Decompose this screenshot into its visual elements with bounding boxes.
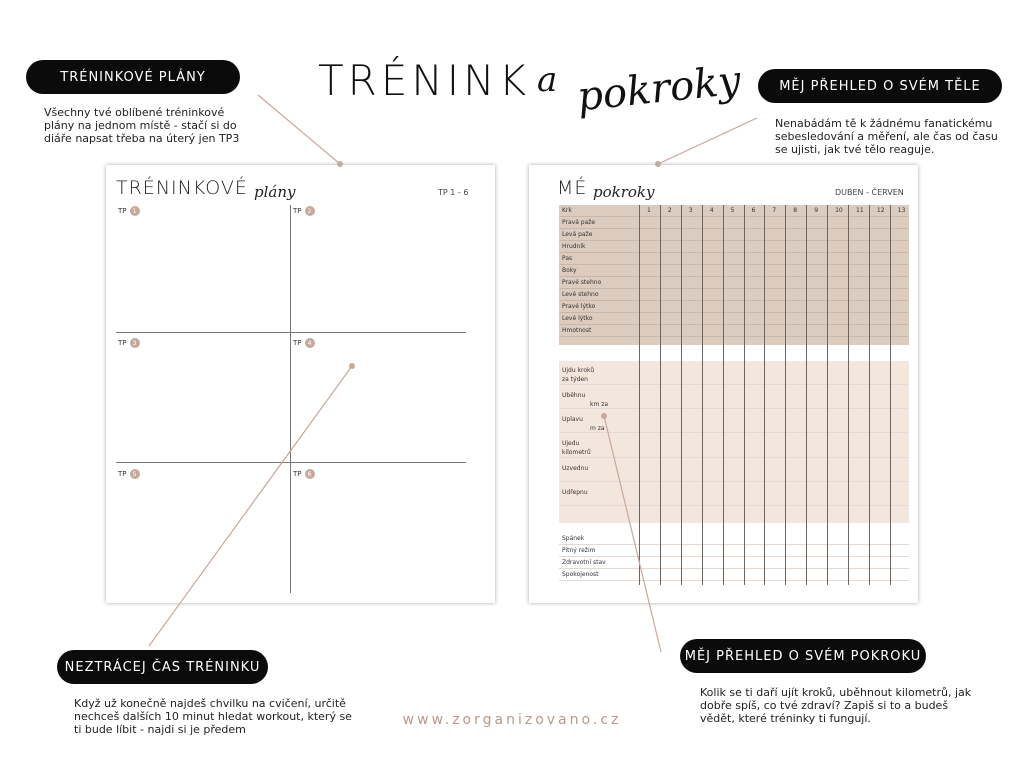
tracking-column-number: 7	[772, 207, 777, 214]
time-pill: NEZTRÁCEJ ČAS TRÉNINKU	[57, 650, 268, 684]
leader-plans	[258, 95, 340, 164]
measurement-label: Pas	[562, 255, 573, 262]
plan-slot-badge: 4	[305, 338, 315, 348]
leader-time	[149, 366, 352, 646]
plan-slot-label: TP	[293, 470, 302, 478]
right-sheet-script: pokroky	[593, 183, 655, 201]
measurement-label: Hrudník	[562, 243, 586, 250]
tracking-column-number: 1	[647, 207, 651, 214]
activity-steps-b: za týden	[562, 376, 588, 383]
activity-walk-b: kilometrů	[562, 449, 591, 456]
tracking-column-number: 11	[856, 207, 864, 214]
plans-pill: TRÉNINKOVÉ PLÁNY	[26, 60, 240, 94]
plan-slot-label: TP	[118, 339, 127, 347]
measurement-label: Boky	[562, 267, 577, 274]
tracking-column-number: 8	[793, 207, 798, 214]
leader-body	[658, 118, 757, 164]
wellbeing-label: Spokojenost	[562, 571, 599, 578]
activity-swim-b: m za	[590, 425, 605, 432]
wellbeing-label: Pitný režim	[562, 547, 596, 554]
progress-pill: MĚJ PŘEHLED O SVÉM POKROKU	[680, 639, 926, 673]
plan-slot-label: TP	[118, 470, 127, 478]
measurement-label: Pravé lýtko	[562, 303, 596, 310]
plan-slot-badge: 1	[130, 206, 140, 216]
tracking-column-number: 9	[814, 207, 819, 214]
measurement-label: Krk	[562, 207, 572, 214]
tracking-column-number: 10	[835, 207, 843, 214]
wellbeing-label: Spánek	[562, 535, 585, 542]
tracking-column-number: 12	[876, 207, 885, 214]
progress-note: Kolik se ti daří ujít kroků, uběhnout kilometrů, jak dobře spíš, co tvé zdraví? Zapiš si to a budeš vědět, které tréninky ti fungují.	[700, 686, 972, 725]
wellbeing-label: Zdravotní stav	[562, 559, 606, 566]
title-script-word: pokroky	[575, 57, 743, 121]
activity-steps-a: Ujdu kroků	[562, 367, 595, 374]
right-sheet-tag: DUBEN - ČERVEN	[835, 188, 904, 197]
left-sheet-title: TRÉNINKOVÉ	[116, 177, 248, 199]
title-connector: a	[537, 60, 558, 100]
leader-progress	[604, 416, 661, 652]
left-sheet-tag: TP 1 - 6	[438, 188, 469, 197]
measurement-label: Pravé stehno	[562, 279, 602, 286]
tracking-column-number: 6	[751, 207, 756, 214]
left-sheet-script: plány	[254, 183, 296, 201]
body-pill: MĚJ PŘEHLED O SVÉM TĚLE	[758, 69, 1002, 103]
leader-body-dot	[655, 161, 661, 167]
tracking-column-number: 5	[730, 207, 735, 214]
leader-time-dot	[349, 363, 355, 369]
plans-note: Všechny tvé oblíbené tréninkové plány na jednom místě - stačí si do diáře napsat třeba na úterý jen TP3	[44, 106, 240, 145]
tracking-column-number: 3	[688, 207, 693, 214]
activity-lift: Uzvednu	[562, 465, 589, 472]
plan-slot-badge: 6	[305, 469, 315, 479]
plan-slot-label: TP	[293, 207, 302, 215]
leader-progress-dot	[601, 413, 607, 419]
activity-walk-a: Ujedu	[562, 440, 580, 447]
plan-slot-badge: 5	[130, 469, 140, 479]
body-note: Nenabádám tě k žádnému fanatickému sebesledování a měření, ale čas od času se ujisti, jak tvé tělo reaguje.	[775, 117, 998, 156]
page-title: TRÉNINK	[318, 56, 531, 105]
tracking-column-number: 4	[709, 207, 714, 214]
measurement-label: Levé lýtko	[562, 315, 593, 322]
activity-run-b: km za	[590, 401, 609, 408]
plan-slot-label: TP	[293, 339, 302, 347]
plan-slot-badge: 2	[305, 206, 315, 216]
measurement-label: Levá paže	[562, 231, 593, 238]
measurement-label: Pravá paže	[562, 219, 596, 226]
activity-swim-a: Uplavu	[562, 416, 583, 423]
measurement-label: Hmotnost	[562, 327, 592, 334]
measurement-label: Levé stehno	[562, 291, 599, 298]
plan-slot-label: TP	[118, 207, 127, 215]
right-sheet-title: MÉ	[557, 177, 588, 199]
leader-plans-dot	[337, 161, 343, 167]
website-footer[interactable]: www.zorganizovano.cz	[402, 712, 622, 728]
tracking-column-number: 13	[897, 207, 906, 214]
plan-slot-badge: 3	[130, 338, 140, 348]
time-note: Když už konečně najdeš chvilku na cvičení, určitě nechceš dalších 10 minut hledat workout, který se ti bude líbit - najdi si je předem	[74, 697, 352, 736]
tracking-column-number: 2	[667, 207, 672, 214]
activity-run-a: Uběhnu	[562, 392, 586, 399]
activity-squat: Udřepnu	[562, 489, 588, 496]
